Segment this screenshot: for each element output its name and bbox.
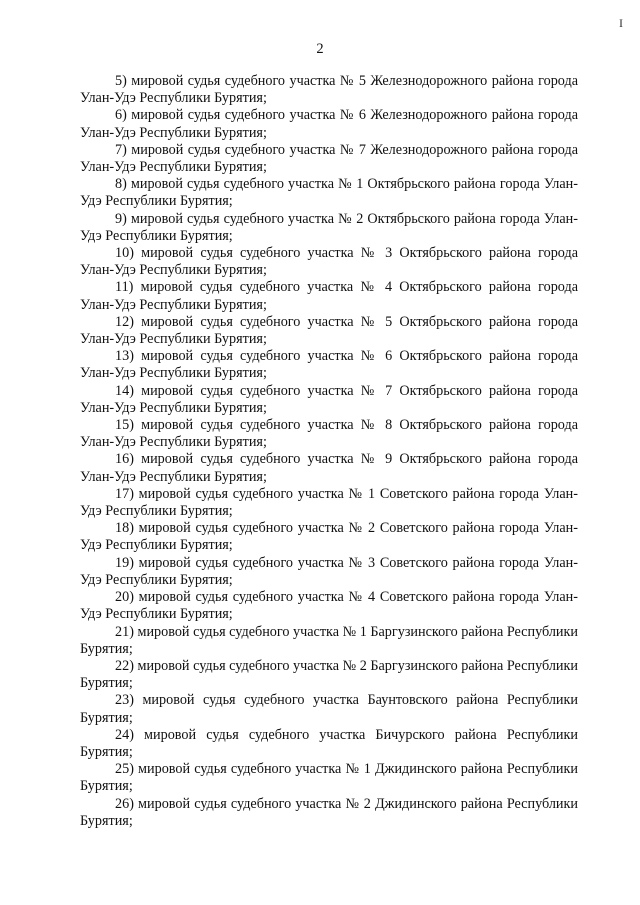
list-item: 5) мировой судья судебного участка № 5 Железнодорожного района города Улан-Удэ Республики Бурятия; bbox=[80, 73, 578, 107]
list-item: 13) мировой судья судебного участка № 6 Октябрьского района города Улан-Удэ Республики Бурятия; bbox=[80, 348, 578, 382]
edge-mark: I bbox=[619, 16, 623, 30]
list-item: 22) мировой судья судебного участка № 2 Баргузинского района Республики Бурятия; bbox=[80, 657, 578, 692]
list-item: 12) мировой судья судебного участка № 5 Октябрьского района города Улан-Удэ Республики Бурятия; bbox=[80, 313, 578, 348]
list-item: 9) мировой судья судебного участка № 2 Октябрьского района города Улан-Удэ Республики Бурятия; bbox=[80, 210, 578, 244]
list-item: 26) мировой судья судебного участка № 2 Джидинского района Республики Бурятия; bbox=[80, 795, 578, 829]
document-body bbox=[80, 73, 578, 830]
list-item: 10) мировой судья судебного участка № 3 Октябрьского района города Улан-Удэ Республики Бурятия; bbox=[80, 245, 578, 279]
list-item: 25) мировой судья судебного участка № 1 Джидинского района Республики Бурятия; bbox=[80, 761, 578, 795]
list-item: 16) мировой судья судебного участка № 9 Октябрьского района города Улан-Удэ Республики Бурятия; bbox=[80, 451, 578, 485]
list-item: 7) мировой судья судебного участка № 7 Железнодорожного района города Улан-Удэ Республики Бурятия; bbox=[80, 141, 578, 176]
list-item: 15) мировой судья судебного участка № 8 Октябрьского района города Улан-Удэ Республики Бурятия; bbox=[80, 417, 578, 451]
list-item: 19) мировой судья судебного участка № 3 Советского района города Улан-Удэ Республики Бурятия; bbox=[80, 554, 578, 588]
list-item: 8) мировой судья судебного участка № 1 Октябрьского района города Улан-Удэ Республики Бурятия; bbox=[80, 176, 578, 210]
list-item: 14) мировой судья судебного участка № 7 Октябрьского района города Улан-Удэ Республики Бурятия; bbox=[80, 382, 578, 416]
list-item: 11) мировой судья судебного участка № 4 Октябрьского района города Улан-Удэ Республики Бурятия; bbox=[80, 279, 578, 313]
list-item: 20) мировой судья судебного участка № 4 Советского района города Улан-Удэ Республики Бурятия; bbox=[80, 589, 578, 623]
list-item: 18) мировой судья судебного участка № 2 Советского района города Улан-Удэ Республики Бурятия; bbox=[80, 520, 578, 554]
list-item: 21) мировой судья судебного участка № 1 Баргузинского района Республики Бурятия; bbox=[80, 623, 578, 657]
page-number: 2 bbox=[316, 41, 324, 57]
list-item: 23) мировой судья судебного участка Баунтовского района Республики Бурятия; bbox=[80, 692, 578, 726]
list-item: 24) мировой судья судебного участка Бичурского района Республики Бурятия; bbox=[80, 726, 578, 760]
list-item: 17) мировой судья судебного участка № 1 Советского района города Улан-Удэ Республики Бурятия; bbox=[80, 485, 578, 520]
list-item: 6) мировой судья судебного участка № 6 Железнодорожного района города Улан-Удэ Республики Бурятия; bbox=[80, 107, 578, 141]
